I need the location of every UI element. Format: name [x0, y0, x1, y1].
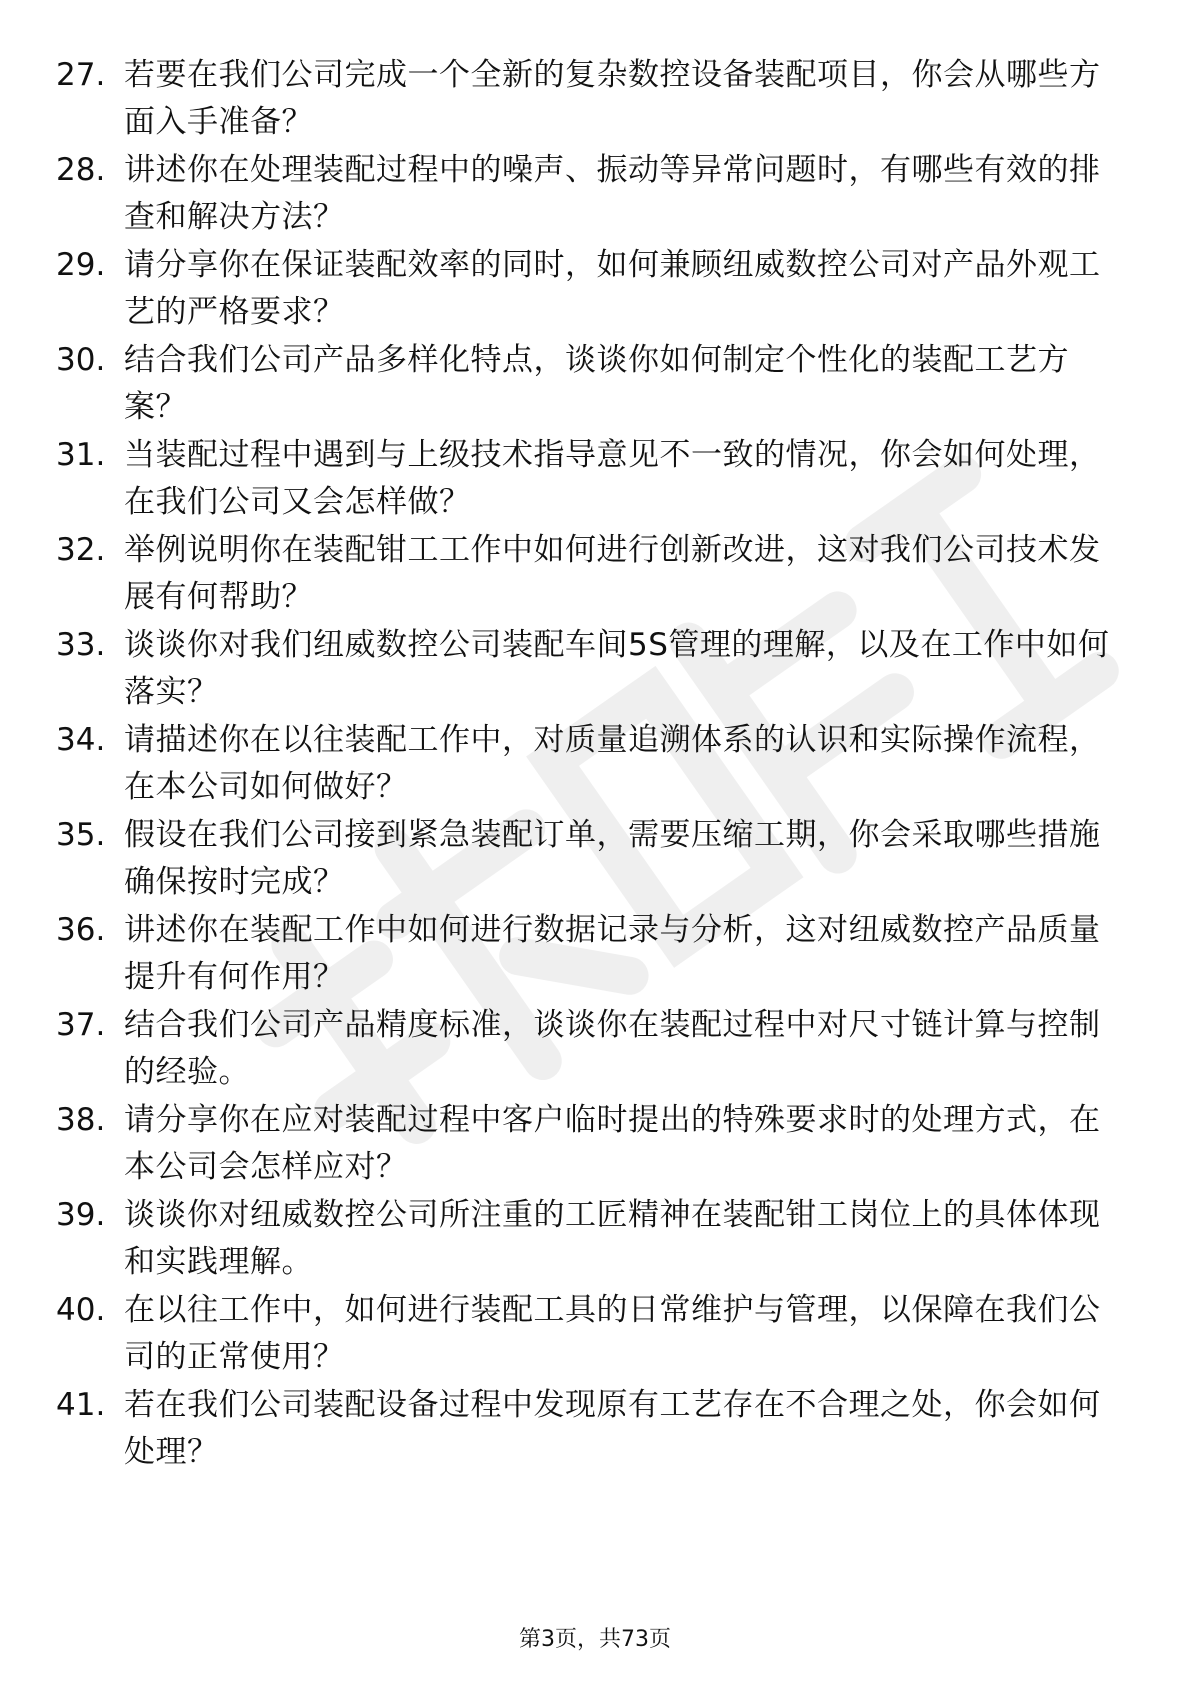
question-number: 35.	[56, 817, 106, 853]
question-number: 28.	[56, 152, 106, 188]
question-text: 讲述你在装配工作中如何进行数据记录与分析，这对纽威数控产品质量提升有何作用？	[124, 912, 1101, 995]
question-number: 32.	[56, 532, 106, 568]
question-text: 结合我们公司产品精度标准，谈谈你在装配过程中对尺寸链计算与控制的经验。	[124, 1007, 1101, 1090]
question-text: 若在我们公司装配设备过程中发现原有工艺存在不合理之处，你会如何处理？	[124, 1387, 1101, 1470]
question-number: 41.	[56, 1387, 106, 1423]
question-item	[56, 1002, 1116, 1096]
page-number: 第3页，共73页	[519, 1627, 671, 1652]
question-item	[56, 432, 1116, 526]
question-item	[56, 907, 1116, 1001]
question-number: 37.	[56, 1007, 106, 1043]
question-text: 请描述你在以往装配工作中，对质量追溯体系的认识和实际操作流程，在本公司如何做好？	[124, 722, 1101, 805]
question-number: 39.	[56, 1197, 106, 1233]
question-item	[56, 1192, 1116, 1286]
question-number: 33.	[56, 627, 106, 663]
question-text: 谈谈你对我们纽威数控公司装配车间5S管理的理解，以及在工作中如何落实？	[124, 627, 1110, 710]
question-text: 结合我们公司产品多样化特点，谈谈你如何制定个性化的装配工艺方案？	[124, 342, 1069, 425]
question-text: 假设在我们公司接到紧急装配订单，需要压缩工期，你会采取哪些措施确保按时完成？	[124, 817, 1101, 900]
question-text: 讲述你在处理装配过程中的噪声、振动等异常问题时，有哪些有效的排查和解决方法？	[124, 152, 1101, 235]
question-item	[56, 812, 1116, 906]
question-item	[56, 337, 1116, 431]
question-number: 31.	[56, 437, 106, 473]
question-number: 27.	[56, 57, 106, 93]
question-text: 举例说明你在装配钳工工作中如何进行创新改进，这对我们公司技术发展有何帮助？	[124, 532, 1101, 615]
question-number: 36.	[56, 912, 106, 948]
question-number: 34.	[56, 722, 106, 758]
question-text: 谈谈你对纽威数控公司所注重的工匠精神在装配钳工岗位上的具体体现和实践理解。	[124, 1197, 1101, 1280]
question-number: 40.	[56, 1292, 106, 1328]
question-item	[56, 622, 1116, 716]
question-text: 请分享你在应对装配过程中客户临时提出的特殊要求时的处理方式，在本公司会怎样应对？	[124, 1102, 1101, 1185]
question-item	[56, 52, 1116, 146]
question-item	[56, 147, 1116, 241]
question-item	[56, 1287, 1116, 1381]
question-list	[56, 52, 1116, 1477]
question-text: 当装配过程中遇到与上级技术指导意见不一致的情况，你会如何处理，在我们公司又会怎样做？	[124, 437, 1101, 520]
question-item	[56, 717, 1116, 811]
question-text: 若要在我们公司完成一个全新的复杂数控设备装配项目，你会从哪些方面入手准备？	[124, 57, 1101, 140]
question-text: 在以往工作中，如何进行装配工具的日常维护与管理，以保障在我们公司的正常使用？	[124, 1292, 1101, 1375]
question-item	[56, 527, 1116, 621]
question-number: 30.	[56, 342, 106, 378]
question-item	[56, 1382, 1116, 1476]
question-number: 38.	[56, 1102, 106, 1138]
question-item	[56, 1097, 1116, 1191]
question-text: 请分享你在保证装配效率的同时，如何兼顾纽威数控公司对产品外观工艺的严格要求？	[124, 247, 1101, 330]
question-item	[56, 242, 1116, 336]
question-number: 29.	[56, 247, 106, 283]
